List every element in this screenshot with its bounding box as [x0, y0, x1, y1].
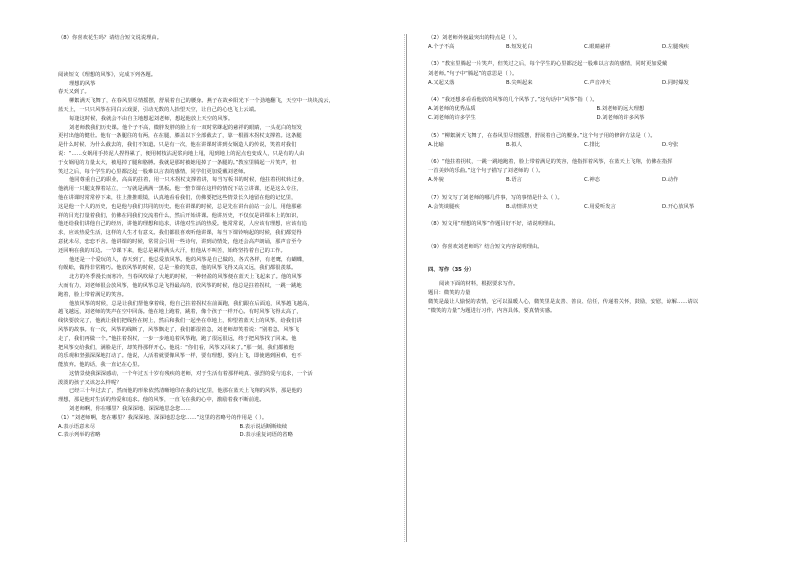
- option-b[interactable]: B.拟人: [506, 141, 522, 148]
- option-c[interactable]: C.表示列举的省略: [58, 432, 101, 439]
- option-b[interactable]: B.短发花白: [506, 44, 533, 51]
- option-c[interactable]: C.排比: [584, 141, 600, 148]
- option-a[interactable]: A.比喻: [428, 141, 444, 148]
- right-column: [428, 34, 740, 546]
- option-d[interactable]: D.动作: [662, 177, 679, 184]
- option-a[interactable]: A.刘老师的优秀品质: [428, 106, 476, 113]
- option-c[interactable]: C.用爱听发言: [584, 203, 616, 210]
- question-8-prompt: （8）你喜欢花生吗？请结合短文说说理由。: [58, 35, 163, 41]
- option-d[interactable]: D.开心放风筝: [662, 203, 695, 210]
- question-1-options: [58, 423, 394, 441]
- option-b[interactable]: B.尖叫起来: [506, 79, 533, 86]
- passage-paragraph-8: 他放风筝的时候，总是让我们帮他拿着线，他自己拄着拐杖在前面跑，我们跟在后面追，风筝越飞越高， 越飞越远，刘老师的笑声在空中回荡。他在地上跑着，跳着，像个孩子一样开心。有时风筝飞得太高了， 线快要放完了，他就让我们把线拴在树上，然后和我们一起坐在草地上，仰望着蓝天上的风筝，给我们讲 风筝的故事。有一次，风筝的线断了，风筝飘走了，我们都很着急，刘老师却笑着说：“别着急，风筝飞 走了，我们再做一个。”他拄着拐杖，一步一步地追着风筝跑，跑了很远很远，终于把风筝找了回来。他 把风筝交给我们，满脸是汗，却笑得那样开心。他说：“你们看，风筝又回来了。”那一刻，我们都被他 的乐观和坚强深深地打动了。他说，人活着就要像风筝一样，要有理想，要向上飞，即使遇到困难，也不 能放弃。他的话，我一直记在心里。: [58, 300, 313, 369]
- option-b[interactable]: B.语言: [506, 177, 522, 184]
- question-9-prompt: （9）你喜欢刘老师吗？结合短文内容说明理由。: [428, 244, 543, 251]
- essay-topic: 题目：微笑的力量: [428, 289, 471, 296]
- question-1-prompt: （1）“刘老师啊，您在哪里？我深深地、深深地思念您……”这里的省略号的作用是（ ）。: [58, 414, 268, 421]
- question-2-options: [428, 43, 740, 52]
- passage-paragraph-2: 柳絮满天飞舞了，在春风里尽情摇摆，舒展着自己的腰身。燕子在故乡阳光下一个劲地翻飞，天空中一块块流云， 蓝天上，一只只风筝在同白云戏耍，引动无数的人抬望天空，让自己的心也飞上云端。: [58, 98, 334, 113]
- passage-paragraph-11: 刘老师啊，你在哪里？我深深地、深深地思念您……: [69, 406, 191, 413]
- passage-paragraph-9: 这情景使我深深感动，一个年过五十岁有残疾的老师，对于生活有着那样纯真、强烈的爱与追求，一个活 泼泼的孩子又该怎么样呢？: [58, 370, 313, 386]
- question-5-prompt: （5）“柳絮满天飞舞了，在春风里尽情摇摆，舒展着自己的腰身。”这个句子用的修辞方法是（ ）。: [428, 132, 656, 139]
- question-6-options: [428, 176, 740, 185]
- option-c[interactable]: C.神态: [584, 177, 600, 184]
- option-c[interactable]: C.刘老师的许多学生: [428, 115, 476, 122]
- passage-paragraph-1: 春天又到了。: [58, 89, 90, 96]
- passage-paragraph-10: 已经三十年过去了，然而他的形象依然清晰地印在我的记忆里，他那在蓝天上飞翔的风筝，那是他的 理想，那是他对生活的热爱和追求。他的风筝，一直飞在我的心中，激励着我不断前进。: [58, 388, 303, 404]
- passage-paragraph-6: 他还是一个爱玩的人，春天到了，他总爱放风筝。他的风筝是自己做的，各式各样，有老鹰，有蝴蝶， 有蜈蚣，做得非常精巧。他放风筝的时候，总是一脸的笑意，他的风筝飞得又高又远，我们都很羡慕。: [58, 256, 308, 272]
- question-4-options: [428, 105, 740, 123]
- option-d[interactable]: D.刘老师的许多风筝: [596, 115, 645, 122]
- question-6-prompt: （6）“他拄着拐杖，一跳一跳地跑着，脸上带着满足的笑容，他指挥着风筝，在蓝天上飞翔，仿佛在指挥 一首美妙的乐曲。”这个句子描写了刘老师的（ ）。: [428, 159, 673, 175]
- essay-body: 微笑是最让人愉悦的表情，它可以温暖人心，微笑里是友善、善良、信任，传递着关怀，鼓励，安慰，谅解……请以 “微笑的力量”为题进行习作，内容具体，要真情实感。: [428, 299, 699, 315]
- passage-title: 理想的风筝: [69, 80, 96, 87]
- passage-paragraph-3: 每逢这时候，我就会不由自主地想起刘老师，想起他放上天空的风筝。: [69, 115, 234, 122]
- column-divider: [406, 34, 407, 542]
- passage-paragraph-7: 北方的冬季漫长而寒冷，当春风吹绿了大地的时候，一种轻盈的风筝便在蓝天上飞起来了。他的风筝 大而有力，刘老师很会放风筝，他的风筝总是飞得最高的，放风筝的时候，他总是拄着拐杖，一跳一跳地 跑着，脸上带着满足的笑容。: [58, 274, 303, 298]
- essay-instructions: 阅读下面的材料，根据要求写作。: [439, 280, 519, 287]
- option-a[interactable]: A.外貌: [428, 177, 444, 184]
- question-7-options: [428, 203, 740, 212]
- passage-paragraph-4: 刘老师教我们历史课。他个子不高，微胖发胖的脸上有一双时常眯起的慈祥的眼睛，一头花白的短发 更衬出他的健壮。他有一条腿往的有两，在在腿，膝盖以下全部截去了，靠一根圆木拐杖支撑着。这条腿 是什么时候、为什么截去的，我们不知道。只是有一次，他在讲课时讲到女娲造人的传说，笑着对我们 说：“……女娲用手抟泥人捏得累了，便用树枝沾泥浆向地上甩，甩到地上的泥点也变成人，只是有的人由 于女娲甩的力量太大，被甩掉了腿和胳膊。我就是那时被她甩掉了一条腿的。”教室里腾起一片笑声，但 笑过之后，每个学生的心里都泛起一股难以言表的感情，同学们更加爱戴刘老师。: [58, 124, 305, 175]
- question-3-prompt: （3）“教室里腾起一片笑声，但笑过之后，每个学生的心里都泛起一股难以言表的感情，同时更加爱戴 刘老师。”句子中“腾起”的意思是（ ）。: [428, 61, 668, 77]
- option-d[interactable]: D.同时爆发: [662, 79, 689, 86]
- option-a[interactable]: A.个子不高: [428, 44, 455, 51]
- question-2-prompt: （2）刘老师外貌最突出的特点是（ ）。: [428, 35, 521, 41]
- option-b[interactable]: B.动情讲历史: [506, 203, 538, 210]
- option-d[interactable]: D.夸张: [662, 141, 679, 148]
- option-b[interactable]: B.表示说话断断续续: [239, 423, 288, 430]
- question-8-prompt: （8）短文用“理想的风筝”作题目好不好，请说明理由。: [428, 221, 559, 228]
- question-4-prompt: （4）“我还想多看看他放的风筝的几个风筝了。”这句话中“风筝”指（ ）。: [428, 97, 598, 104]
- section-4-heading: 四、写作（35 分）: [428, 267, 475, 274]
- option-d[interactable]: D.表示重复词语的省略: [239, 432, 293, 439]
- question-3-options: [428, 79, 740, 88]
- option-c[interactable]: C.声音冲天: [584, 79, 611, 86]
- option-a[interactable]: A.表示语意未尽: [58, 423, 95, 430]
- left-column: [58, 34, 394, 546]
- question-7-prompt: （7）短文写了刘老师的哪几件事，写的事情是什么（ ）。: [428, 194, 563, 201]
- option-a[interactable]: A.会笑谈腿疾: [428, 203, 460, 210]
- question-5-options: [428, 141, 740, 150]
- option-c[interactable]: C.眼睛慈祥: [584, 44, 611, 51]
- reading-intro: 阅读短文《理想的风筝》，完成下列各题。: [58, 71, 156, 78]
- option-d[interactable]: D.左腿残疾: [662, 44, 689, 51]
- option-b[interactable]: B.刘老师的远大理想: [596, 106, 645, 113]
- option-a[interactable]: A.又起又落: [428, 79, 455, 86]
- passage-paragraph-5: 他同尊重自己的职业，高高的拄着，用一只木拐杖支撑着讲，每当写板书的时候，他拄着拐杖转过身， 他就用一只腿支撑着站立，一写就是满满一黑板。他一整节课在这样的情况下站立讲课，还是这么专注， 他在讲课时常常停下来，往上推推眼镜，认真地看看我们，仿佛要把这些情景长久地留在他的记忆里， 这是他一个人的历史，也是他与我们共同的历史。他在讲课的时候，总是先在讲台前站一会儿，用他那慈 祥的目光打量着我们，仿佛在同我们交流着什么，然后开始讲课。他讲历史，不仅仅是讲课本上的知识， 他还给我们讲他自己的经历，讲他的理想和追求，讲他对生活的热爱。他常常说，人应该有理想，应该有追 求，应该热爱生活，这样的人生才有意义。我们都很喜欢听他讲课，每当下课铃响起的时候，我们都觉得 意犹未尽，恋恋不舍。他讲课的时候，常常会引用一些诗句，讲到动情处，他还会高声朗诵，那声音至今 还回响在我的耳边。一节课下来，他总是累得满头大汗，但他从不叫苦，始终坚持着自己的工作。: [58, 177, 308, 254]
